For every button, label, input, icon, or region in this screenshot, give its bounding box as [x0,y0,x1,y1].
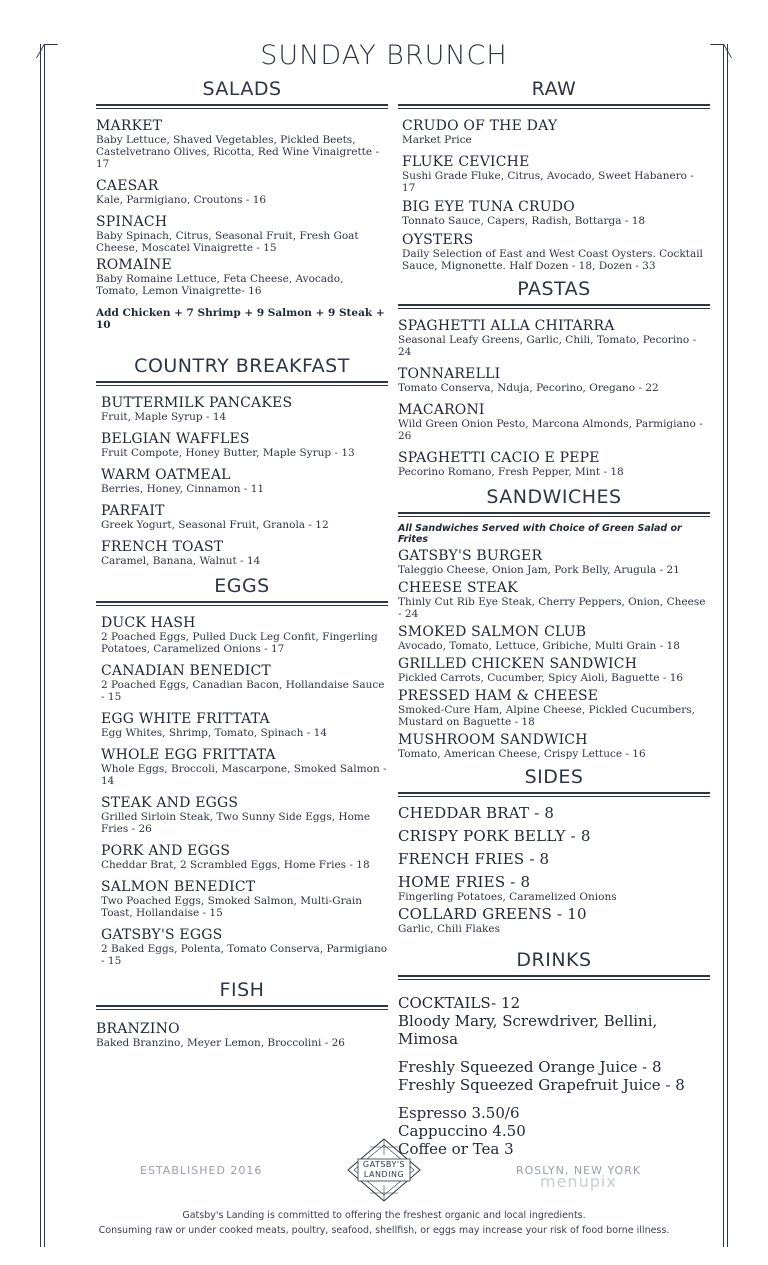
logo-line-2: LANDING [363,1170,405,1179]
fish-section [96,979,388,1049]
menu-item: SMOKED SALMON CLUB Avocado, Tomato, Lettuce, Gribiche, Multi Grain - 18 [398,624,680,652]
menu-item: BRANZINO Baked Branzino, Meyer Lemon, Broccolini - 26 [96,1021,345,1049]
menu-item: MUSHROOM SANDWICH Tomato, American Cheese, Crispy Lettuce - 16 [398,732,646,760]
right-column [398,78,710,1158]
section-heading: RAW [531,78,577,100]
menu-item: PARFAIT Greek Yogurt, Seasonal Fruit, Granola - 12 [101,503,329,531]
menu-item: SPAGHETTI ALLA CHITARRA Seasonal Leafy Greens, Garlic, Chili, Tomato, Pecorino - 24 [398,318,697,358]
location-text: ROSLYN, NEW YORK [516,1164,642,1177]
section-heading: SIDES [524,766,584,788]
established-text: ESTABLISHED 2016 [140,1164,263,1177]
divider [96,381,388,386]
section-heading: PASTAS [517,278,591,300]
eggs-section [96,575,388,967]
drinks-section [398,949,710,1158]
section-heading: SANDWICHES [486,486,622,508]
menu-item: STEAK AND EGGS Grilled Sirloin Steak, Two Sunny Side Eggs, Home Fries - 26 [101,795,371,835]
footer-note-1: Gatsby's Landing is committed to offering the freshest organic and local ingredients. [182,1210,586,1221]
left-border [36,44,48,1247]
divider [96,104,388,109]
page-title: SUNDAY BRUNCH [260,40,508,71]
menu-item: SPINACH Baby Spinach, Citrus, Seasonal Fruit, Fresh Goat Cheese, Moscatel Vinaigrette - 15 [96,214,359,254]
menu-item: BELGIAN WAFFLES Fruit Compote, Honey Butter, Maple Syrup - 13 [101,431,355,459]
menu-item: CAESAR Kale, Parmigiano, Croutons - 16 [96,178,267,206]
footer-disclaimer [0,1208,768,1238]
menu-item: PRESSED HAM & CHEESE Smoked-Cure Ham, Alpine Cheese, Pickled Cucumbers, Mustard on Baguette - 18 [398,688,695,728]
section-heading: EGGS [214,575,270,597]
menu-item: GRILLED CHICKEN SANDWICH Pickled Carrots, Cucumber, Spicy Aioli, Baguette - 16 [398,656,684,684]
divider [96,601,388,606]
raw-section [398,78,710,272]
sides-section [398,766,710,935]
menu-item: PORK AND EGGS Cheddar Brat, 2 Scrambled Eggs, Home Fries - 18 [101,843,370,871]
menu-item: CRUDO OF THE DAY Market Price [402,118,558,146]
section-heading: COUNTRY BREAKFAST [134,355,350,377]
divider [398,792,710,797]
menu-item: FRENCH FRIES - 8 [398,850,550,868]
salad-addons: Add Chicken + 7 Shrimp + 9 Salmon + 9 Steak + 10 [96,307,385,331]
left-column [96,78,388,1049]
juices-item: Freshly Squeezed Orange Juice - 8 Freshly Squeezed Grapefruit Juice - 8 [398,1058,685,1094]
menu-item: BIG EYE TUNA CRUDO Tonnato Sauce, Capers, Radish, Bottarga - 18 [402,199,646,227]
gatsbys-landing-logo [346,1137,422,1203]
section-heading: SALADS [202,78,282,100]
menu-item: GATSBY'S BURGER Taleggio Cheese, Onion Jam, Pork Belly, Arugula - 21 [398,548,680,576]
menu-item: HOME FRIES - 8 Fingerling Potatoes, Caramelized Onions [398,873,617,903]
logo-line-1: GATSBY'S [362,1160,406,1169]
menu-item: COLLARD GREENS - 10 Garlic, Chili Flakes [398,905,587,935]
menu-item: MARKET Baby Lettuce, Shaved Vegetables, Pickled Beets, Castelvetrano Olives, Ricotta, Red Wine Vinaigrette - 17 [96,118,380,170]
sandwich-note: All Sandwiches Served with Choice of Green Salad or Frites [398,523,682,545]
section-heading: DRINKS [516,949,592,971]
menu-item: CHEDDAR BRAT - 8 [398,804,555,822]
menu-item: OYSTERS Daily Selection of East and West Coast Oysters. Cocktail Sauce, Mignonette. Half Dozen - 18, Dozen - 33 [402,232,703,272]
breakfast-section [96,355,388,567]
divider [398,512,710,517]
menu-item: FRENCH TOAST Caramel, Banana, Walnut - 14 [101,539,261,567]
menu-item: CHEESE STEAK Thinly Cut Rib Eye Steak, Cherry Peppers, Onion, Cheese - 24 [398,580,706,620]
menu-item: BUTTERMILK PANCAKES Fruit, Maple Syrup - 14 [101,395,293,423]
cocktails-item: COCKTAILS- 12 Bloody Mary, Screwdriver, Bellini, Mimosa [398,994,658,1048]
watermark: menupix [540,1172,617,1191]
right-border [720,44,732,1247]
divider [96,1005,388,1010]
menu-item: SALMON BENEDICT Two Poached Eggs, Smoked Salmon, Multi-Grain Toast, Hollandaise - 15 [101,879,363,919]
menu-item: WHOLE EGG FRITTATA Whole Eggs, Broccoli, Mascarpone, Smoked Salmon - 14 [101,747,387,787]
menu-item: GATSBY'S EGGS 2 Baked Eggs, Polenta, Tomato Conserva, Parmigiano - 15 [101,927,388,967]
menu-item: SPAGHETTI CACIO E PEPE Pecorino Romano, Fresh Pepper, Mint - 18 [398,450,624,478]
divider [398,975,710,980]
menu-item: MACARONI Wild Green Onion Pesto, Marcona Almonds, Parmigiano - 26 [398,402,703,442]
menu-item: ROMAINE Baby Romaine Lettuce, Feta Cheese, Avocado, Tomato, Lemon Vinaigrette- 16 [96,257,344,297]
salads-section [96,78,388,331]
menu-item: DUCK HASH 2 Poached Eggs, Pulled Duck Leg Confit, Fingerling Potatoes, Caramelized Onions - 17 [101,615,378,655]
divider [398,104,710,109]
divider [398,304,710,309]
section-heading: FISH [219,979,265,1001]
footer-note-2: Consuming raw or under cooked meats, poultry, seafood, shellfish, or eggs may increase your risk of food borne illness. [98,1225,670,1236]
menu-item: TONNARELLI Tomato Conserva, Nduja, Pecorino, Oregano - 22 [398,366,659,394]
menu-item: EGG WHITE FRITTATA Egg Whites, Shrimp, Tomato, Spinach - 14 [101,711,328,739]
sandwiches-section [398,486,710,760]
menu-item: FLUKE CEVICHE Sushi Grade Fluke, Citrus, Avocado, Sweet Habanero - 17 [402,154,694,194]
menu-item: CRISPY PORK BELLY - 8 [398,827,591,845]
menu-item: WARM OATMEAL Berries, Honey, Cinnamon - 11 [101,467,265,495]
pastas-section [398,278,710,478]
coffee-item: Espresso 3.50/6 Cappuccino 4.50 Coffee or Tea 3 [398,1104,526,1158]
menu-item: CANADIAN BENEDICT 2 Poached Eggs, Canadian Bacon, Hollandaise Sauce - 15 [101,663,385,703]
